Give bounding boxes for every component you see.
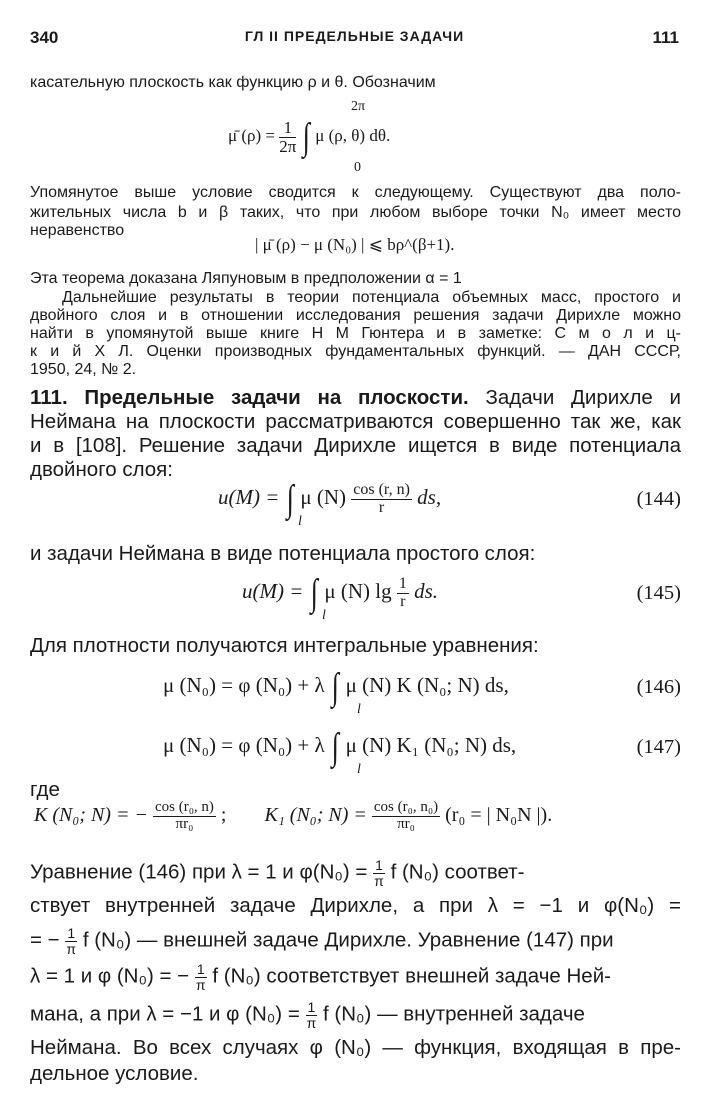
note-line: Эта теорема доказана Ляпуновым в предположении α = 1 [30,270,462,287]
equation-label: (147) [636,736,681,758]
note-line: к и й Х Л. Оценки производных фундаментальных функций. — ДАН СССР, [30,343,681,360]
note-line: найти в упомянутой выше книге Н М Гюнтера и в заметке: С м о л и ц- [30,325,681,342]
inequality: | μ̄ (ρ) − μ (N₀) | ⩽ bρ^(β+1). [255,235,455,254]
mean-frac-num: 1 [279,119,296,138]
equation-label: (145) [636,582,681,604]
chapter-title: ГЛ II ПРЕДЕЛЬНЫЕ ЗАДАЧИ [244,28,465,44]
text-line: и в [108]. Решение задачи Дирихле ищется в виде потенциала [30,434,681,457]
text-line: = − $\frac{1}{\pi}$ f (N₀) — внешней задаче Дирихле. Уравнение (147) при [30,925,614,957]
section-number: 111 [652,28,679,47]
text-line: и задачи Неймана в виде потенциала простого слоя: [30,542,536,565]
mean-rhs: μ (ρ, θ) dθ. [315,125,391,145]
intro-line: касательную плоскость как функцию ρ и θ. Обозначим [30,74,436,91]
text-line: дельное условие. [30,1062,199,1085]
integral-lower-limit: 0 [354,160,361,175]
text-line: Неймана на плоскости рассматриваются совершенно так же, как [30,410,681,433]
integral-upper-limit: 2π [351,99,366,114]
kernel-definitions: K (N₀; N) = − $\frac{\text{cos (r₀, n)}}{\text{πr₀}}$ ; K₁ (N₀; N) = $\frac{\text{cos (r₀, n₀)}}{\text{πr₀}}$ (r₀ = | N₀N |). [34,799,553,832]
text-line: λ = 1 и φ (N₀) = − $\frac{1}{\pi}$ f (N₀) соответствует внешней задаче Ней- [30,961,611,993]
integral-sign-icon: ∫ [286,478,294,520]
text-line: где [30,778,60,801]
section-first-line: 111. Предельные задачи на плоскости. Задачи Дирихле и [30,386,681,409]
note-line: Упомянутое выше условие сводится к следующему. Существуют два поло- [30,184,681,201]
text-line: двойного слоя: [30,458,173,481]
note-line: жительных числа b и β таких, что при любом выборе точки N₀ имеет место [30,204,681,221]
integral-sign-icon: ∫ [331,726,339,768]
integral-sign-icon: ∫ [302,116,310,158]
running-header [30,28,679,52]
integral-sign-icon: ∫ [331,666,339,708]
note-line: двойного слоя и в отношении исследования решения задачи Дирихле можно [30,307,681,324]
integral-sign-icon: ∫ [310,572,318,614]
note-line: неравенство [30,222,125,239]
note-line: 1950, 24, № 2. [30,361,137,378]
mean-frac-den: 2π [279,136,297,156]
equation-label: (146) [636,676,681,698]
text-line: Неймана. Во всех случаях φ (N₀) — функция, входящая в пре- [30,1036,681,1059]
book-page: 340 ГЛ II ПРЕДЕЛЬНЫЕ ЗАДАЧИ 111 касательную плоскость как функцию ρ и θ. Обозначим 2π 0 μ̄ (ρ) = $\frac{1}{2\pi}$ ∫ μ (ρ, θ) dθ. Упомянутое выше условие сводится к следующему. Существуют два поло- жительных числа b и β таких, что при любом выборе точки N₀ имеет место неравенство | μ̄ (ρ) − μ (N₀) | ⩽ bρ^(β+1). Эта теорема доказана Ляпуновым в предположении α = 1 Дальнейшие результаты в теории потенциала объемных масс, простого и двойного слоя и в отношении исследования решения задачи Дирихле можно найти в упомянутой выше книге Н М Гюнтера и в заметке: С м о л и ц- к и й Х Л. Оценки производных фундаментальных функций. — ДАН СССР, 1950, 24, № 2. 111. Предельные задачи на плоскости. Задачи Дирихле и Неймана на плоскости рассматриваются совершенно так же, как и в [108]. Решение задачи Дирихле ищется в виде потенциала двойного слоя: u(M) = ∫ μ (N) $\frac{\cos (r, n)}{r}$ ds, l (144) и задачи Неймана в виде потенциала простого слоя: u(M) = ∫ μ (N) lg $\frac{1}{r}$ ds. l (145) Для плотности получаются интегральные уравнения: μ (N₀) = φ (N₀) + λ ∫ μ (N) K (N₀; N) ds, l (146) μ (N₀) = φ (N₀) + λ ∫ μ (N) K₁ (N₀; N) ds, l (147) где K (N₀; N) = − $\frac{\text{cos (r₀, n)}}{\text{πr₀}}$ ; K₁ (N₀; N) = $\frac{\text{cos (r₀, n₀)}}{\text{πr₀}}$ (r₀ = | N₀N |). Уравнение (146) при λ = 1 и φ(N₀) = $\frac{1}{\pi}$ f (N₀) соответ- ствует внутренней задаче Дирихле, а при λ = −1 и φ(N₀) = = − $\frac{1}{\pi}$ f (N₀) — внешней задаче Дирихле. Уравнение (147) при λ = 1 и φ (N₀) = − $\frac{1}{\pi}$ f (N₀) соответствует внешней задаче Ней- мана, а при λ = −1 и φ (N₀) = $\frac{1}{\pi}$ f (N₀) — внутренней задаче Неймана. Во всех случаях φ (N₀) — функция, входящая в пре- дельное условие. [30,28,681,1085]
note-line: Дальнейшие результаты в теории потенциала объемных масс, простого и [62,289,681,306]
mean-lhs: μ̄ (ρ) = [228,125,276,145]
page-number: 340 [30,28,59,47]
text-line: Для плотности получаются интегральные уравнения: [30,634,539,657]
text-line: мана, а при λ = −1 и φ (N₀) = $\frac{1}{\pi}$ f (N₀) — внутренней задаче [30,999,585,1031]
text-line: Уравнение (146) при λ = 1 и φ(N₀) = $\frac{1}{\pi}$ f (N₀) соответ- [30,857,525,889]
equation-label: (144) [636,488,681,510]
text-line: ствует внутренней задаче Дирихле, а при λ = −1 и φ(N₀) = [30,894,681,917]
section-heading: 111. Предельные задачи на плоскости. [30,386,469,409]
